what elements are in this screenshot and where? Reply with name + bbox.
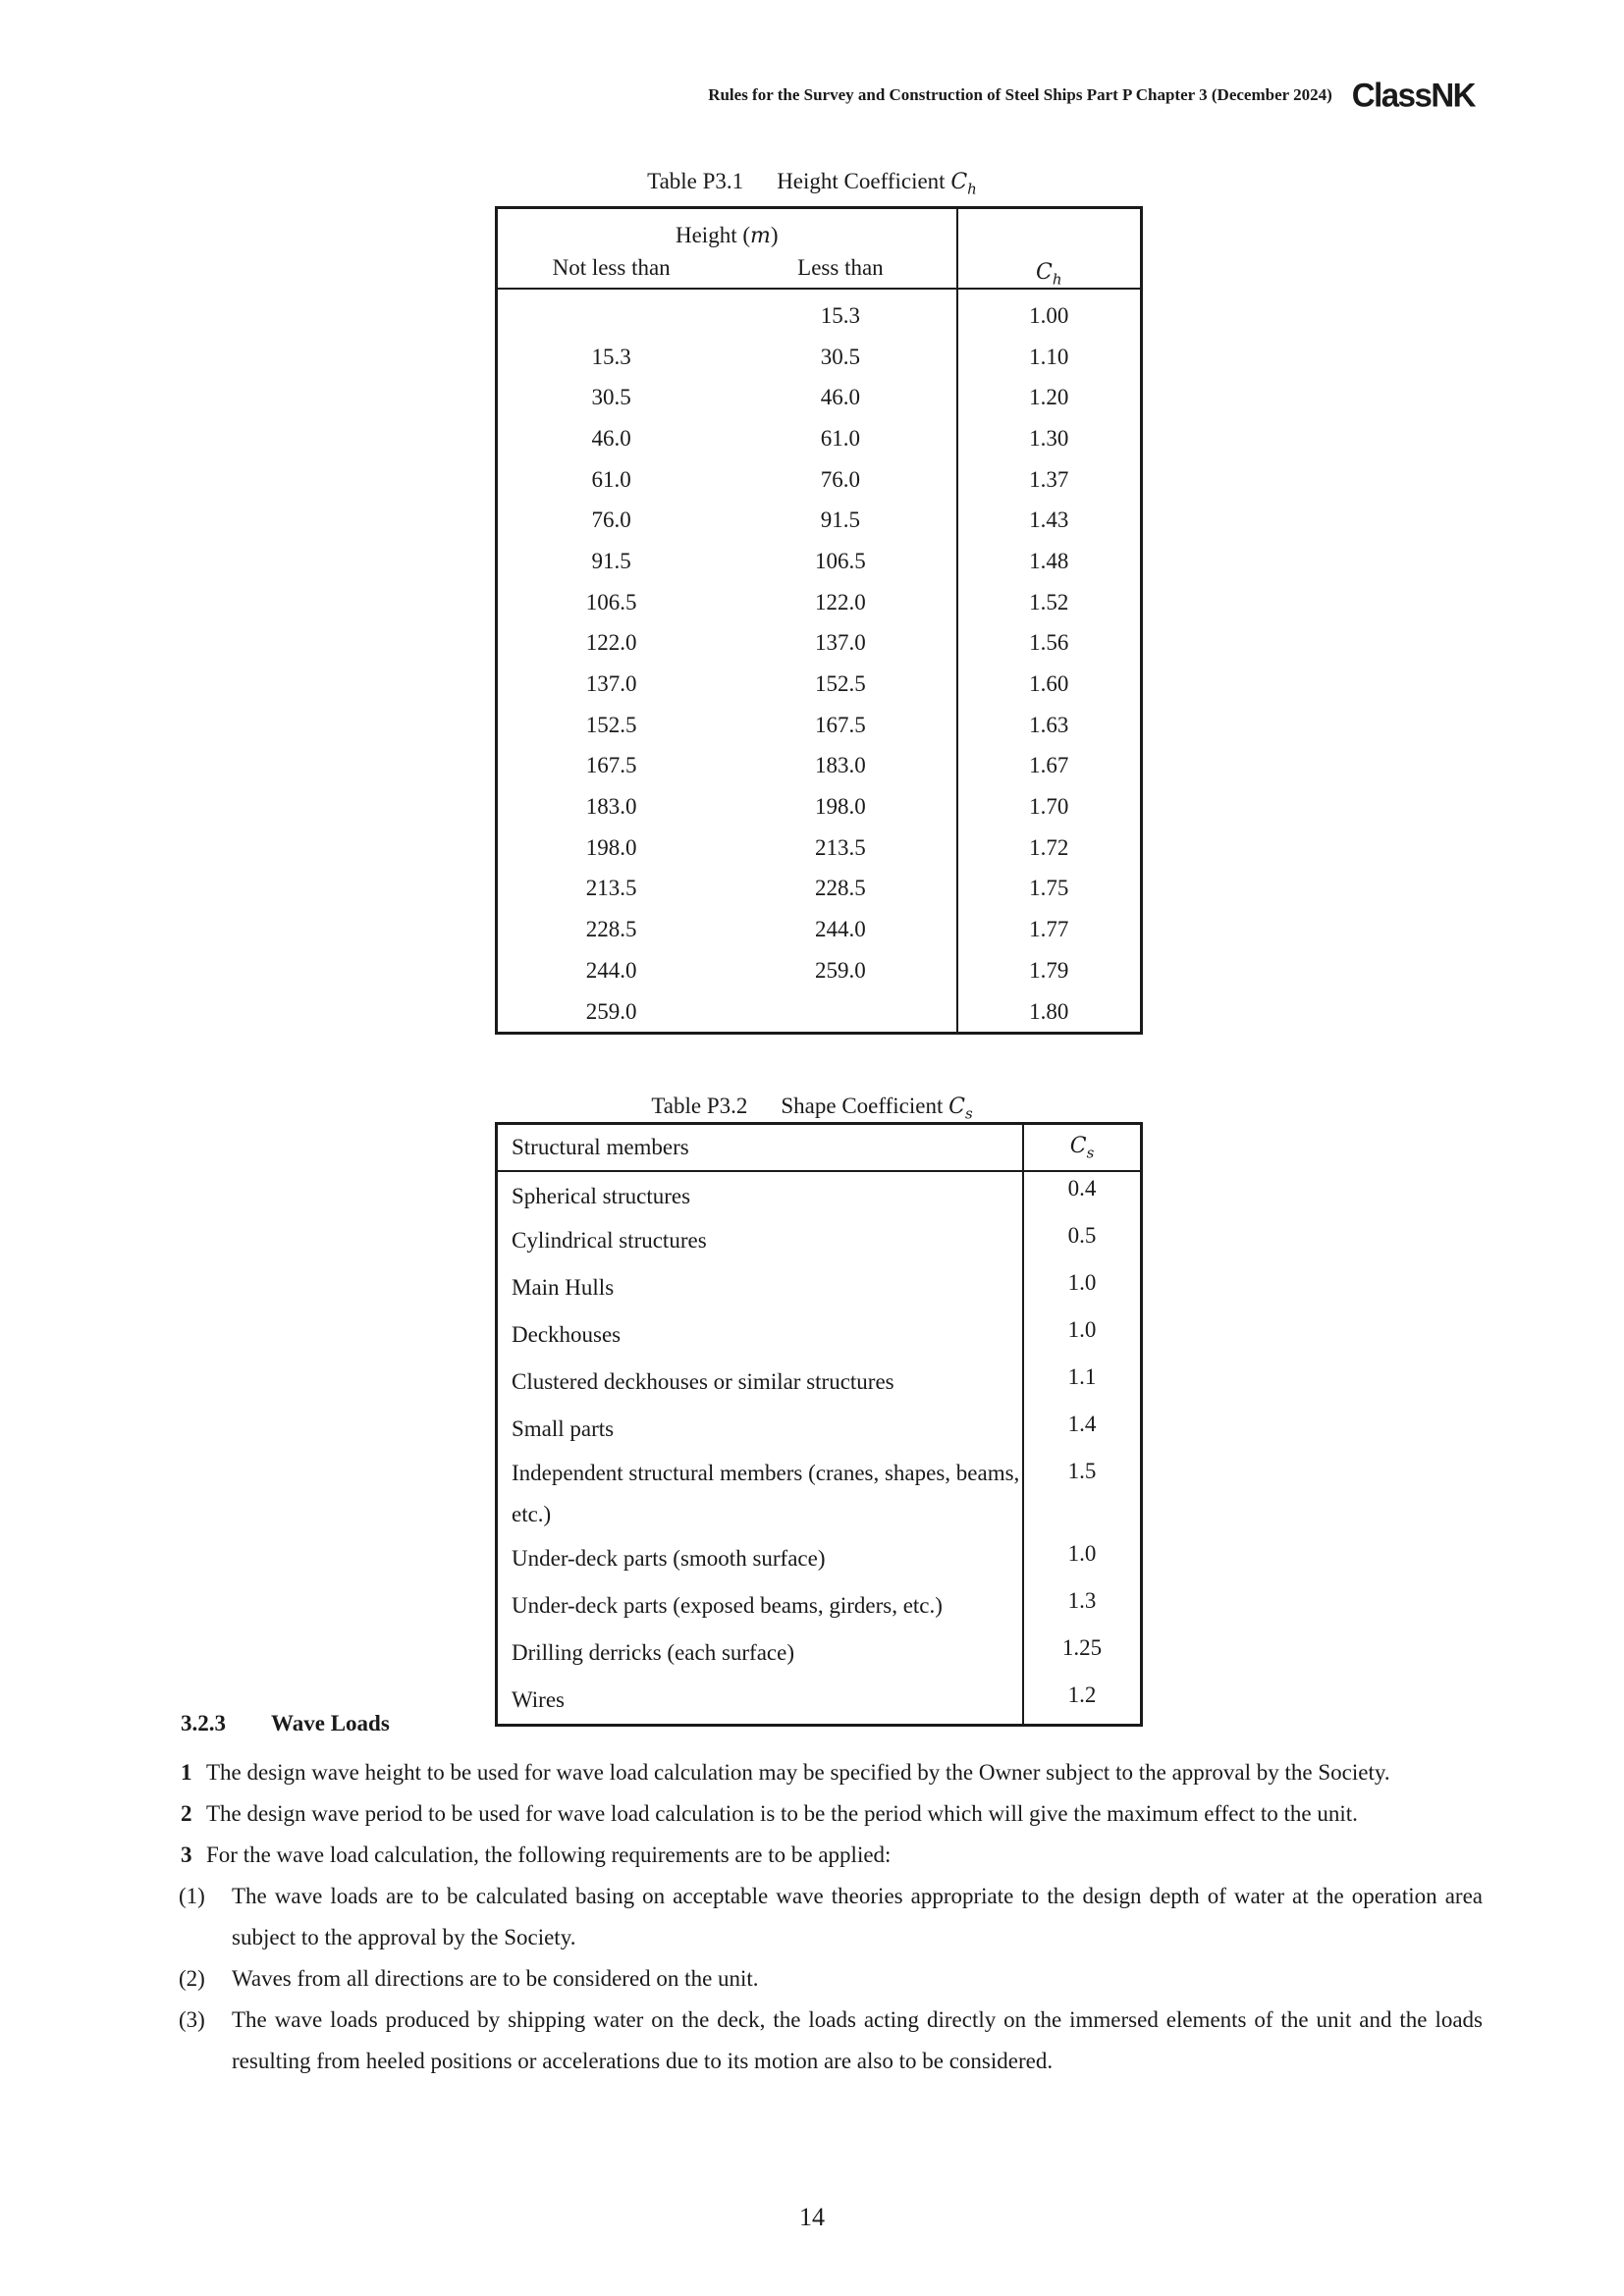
structural-member-cell: Small parts bbox=[512, 1416, 615, 1441]
table-row bbox=[497, 541, 1142, 582]
structural-member-cell: Spherical structures bbox=[512, 1184, 691, 1208]
ch-value-cell: 1.79 bbox=[957, 950, 1142, 991]
table-row bbox=[497, 418, 1142, 459]
less-than-cell: 198.0 bbox=[815, 794, 866, 820]
list-item-number: (2) bbox=[179, 1966, 205, 1991]
section-title: Wave Loads bbox=[271, 1711, 390, 1735]
less-than-cell: 61.0 bbox=[820, 425, 861, 451]
ch-value-cell: 1.77 bbox=[957, 909, 1142, 950]
table-row bbox=[497, 746, 1142, 787]
table-row bbox=[497, 1217, 1142, 1264]
table-row bbox=[497, 828, 1142, 869]
not-less-than-cell: 152.5 bbox=[585, 712, 637, 737]
ch-value-cell: 1.67 bbox=[957, 746, 1142, 787]
table1-caption-symbol: $C_h$ bbox=[950, 170, 977, 198]
not-less-than-cell: 228.5 bbox=[585, 917, 637, 942]
ch-value-cell: 1.10 bbox=[957, 337, 1142, 378]
ch-value-cell: 1.48 bbox=[957, 541, 1142, 582]
table-row bbox=[497, 1311, 1142, 1359]
not-less-than-cell bbox=[497, 289, 726, 337]
not-less-than-cell: 198.0 bbox=[585, 834, 637, 860]
height-coefficient-table bbox=[495, 206, 1143, 1035]
paragraph bbox=[157, 1752, 1483, 1793]
less-than-cell: 259.0 bbox=[815, 957, 866, 983]
section-number: 3.2.3 bbox=[181, 1711, 226, 1735]
table-row bbox=[497, 1406, 1142, 1453]
header-title: Rules for the Survey and Construction of Steel Ships Part P Chapter 3 (December 2024) bbox=[708, 85, 1332, 104]
less-than-cell: 228.5 bbox=[815, 876, 866, 901]
list-item-text: The wave loads produced by shipping water on the deck, the loads acting directly on the immersed elements of the unit and the loads resulting from heeled positions or accelerations due to its motion are also to be considered. bbox=[232, 2007, 1483, 2073]
ch-value-cell: 1.52 bbox=[957, 582, 1142, 623]
page-number: 14 bbox=[799, 2203, 825, 2231]
ch-value-cell: 1.63 bbox=[957, 705, 1142, 746]
table-row bbox=[497, 1629, 1142, 1677]
table-row bbox=[497, 909, 1142, 950]
section-heading bbox=[181, 1711, 390, 1736]
list-item-text: The wave loads are to be calculated basing on acceptable wave theories appropriate to the design depth of water at the operation area subject to the approval by the Society. bbox=[232, 1884, 1483, 1949]
not-less-than-cell: 244.0 bbox=[585, 957, 637, 983]
list-item-number: (3) bbox=[179, 2007, 205, 2032]
less-than-cell: 167.5 bbox=[815, 712, 866, 737]
less-than-cell: 183.0 bbox=[815, 753, 866, 778]
paragraph-number: 2 bbox=[181, 1801, 192, 1826]
not-less-than-cell: 122.0 bbox=[585, 630, 637, 656]
shape-coefficient-table bbox=[495, 1122, 1143, 1727]
table-row bbox=[497, 459, 1142, 501]
list-item bbox=[157, 1958, 1483, 2000]
cs-value-cell: 1.5 bbox=[1023, 1453, 1142, 1535]
paragraph-text: The design wave period to be used for wave load calculation is to be the period which will give the maximum effect to the unit. bbox=[206, 1801, 1358, 1826]
not-less-than-cell: 15.3 bbox=[591, 344, 631, 369]
structural-member-cell: Cylindrical structures bbox=[512, 1228, 707, 1253]
cs-value-cell: 1.1 bbox=[1023, 1359, 1142, 1406]
not-less-than-cell: 61.0 bbox=[591, 466, 631, 492]
ch-value-cell: 1.72 bbox=[957, 828, 1142, 869]
table-row bbox=[497, 337, 1142, 378]
not-less-than-cell: 167.5 bbox=[585, 753, 637, 778]
not-less-than-cell: 213.5 bbox=[585, 876, 637, 901]
table-row bbox=[497, 786, 1142, 828]
ch-value-cell: 1.30 bbox=[957, 418, 1142, 459]
height-group-header: Height (m) bbox=[675, 223, 779, 248]
cs-value-cell: 0.5 bbox=[1023, 1217, 1142, 1264]
less-than-cell: 244.0 bbox=[815, 917, 866, 942]
structural-member-cell: Drilling derricks (each surface) bbox=[512, 1640, 794, 1665]
table-row bbox=[497, 289, 1142, 337]
table-row bbox=[497, 664, 1142, 705]
less-than-cell: 46.0 bbox=[820, 385, 861, 410]
paragraph-number: 1 bbox=[181, 1760, 192, 1785]
cs-value-cell: 1.0 bbox=[1023, 1264, 1142, 1311]
paragraph-text: The design wave height to be used for wave load calculation may be specified by the Owner subject to the approval by the Society. bbox=[206, 1760, 1390, 1785]
not-less-than-cell: 91.5 bbox=[591, 548, 631, 573]
cs-value-cell: 1.0 bbox=[1023, 1535, 1142, 1582]
list-item bbox=[157, 1876, 1483, 1958]
structural-members-header: Structural members bbox=[497, 1124, 1024, 1172]
table-row bbox=[497, 991, 1142, 1034]
less-than-cell: 137.0 bbox=[815, 630, 866, 656]
not-less-than-cell: 183.0 bbox=[585, 794, 637, 820]
list-item bbox=[157, 2000, 1483, 2082]
less-than-cell: 91.5 bbox=[820, 507, 861, 533]
table2-caption-symbol: $C_s$ bbox=[948, 1095, 973, 1123]
table-row bbox=[497, 705, 1142, 746]
table2-caption bbox=[0, 1094, 1624, 1122]
ch-value-cell: 1.56 bbox=[957, 623, 1142, 665]
not-less-than-cell: 46.0 bbox=[591, 425, 631, 451]
not-less-than-cell: 76.0 bbox=[591, 507, 631, 533]
not-less-than-cell: 137.0 bbox=[585, 671, 637, 697]
cs-value-cell: 0.4 bbox=[1023, 1171, 1142, 1217]
table1-caption-title: Height Coefficient bbox=[777, 169, 946, 193]
structural-member-cell: Wires bbox=[512, 1687, 565, 1712]
ch-value-cell: 1.70 bbox=[957, 786, 1142, 828]
table1-caption-number: Table P3.1 bbox=[647, 169, 744, 193]
table-row bbox=[497, 1264, 1142, 1311]
table-row bbox=[497, 1677, 1142, 1726]
less-than-cell bbox=[725, 991, 956, 1034]
table-row bbox=[497, 869, 1142, 910]
structural-member-cell: Main Hulls bbox=[512, 1275, 615, 1300]
list-item-number: (1) bbox=[179, 1884, 205, 1908]
cs-value-cell: 1.4 bbox=[1023, 1406, 1142, 1453]
ch-value-cell: 1.80 bbox=[957, 991, 1142, 1034]
table-row bbox=[497, 500, 1142, 541]
list-item-text: Waves from all directions are to be considered on the unit. bbox=[232, 1966, 759, 1991]
ch-value-cell: 1.37 bbox=[957, 459, 1142, 501]
less-than-cell: 30.5 bbox=[820, 344, 861, 369]
table2-caption-title: Shape Coefficient bbox=[781, 1094, 944, 1118]
ch-value-cell: 1.00 bbox=[957, 289, 1142, 337]
paragraph bbox=[157, 1835, 1483, 1876]
table-row bbox=[497, 1582, 1142, 1629]
table-row bbox=[497, 950, 1142, 991]
less-than-cell: 152.5 bbox=[815, 671, 866, 697]
cs-header: $C_s$ bbox=[1023, 1124, 1142, 1172]
structural-member-cell: Clustered deckhouses or similar structures bbox=[512, 1369, 894, 1394]
less-than-cell: 15.3 bbox=[820, 302, 861, 328]
paragraph-number: 3 bbox=[181, 1842, 192, 1867]
table-row bbox=[497, 623, 1142, 665]
structural-member-cell: Under-deck parts (exposed beams, girders, etc.) bbox=[512, 1593, 943, 1618]
classnk-logo: ClassNK bbox=[1351, 76, 1475, 114]
cs-value-cell: 1.2 bbox=[1023, 1677, 1142, 1726]
table-row bbox=[497, 1535, 1142, 1582]
cs-value-cell: 1.3 bbox=[1023, 1582, 1142, 1629]
less-than-cell: 213.5 bbox=[815, 834, 866, 860]
cs-value-cell: 1.25 bbox=[1023, 1629, 1142, 1677]
less-than-cell: 122.0 bbox=[815, 589, 866, 614]
ch-header: $C_h$ bbox=[957, 208, 1142, 290]
page-header bbox=[708, 77, 1475, 114]
less-than-cell: 76.0 bbox=[820, 466, 861, 492]
paragraph bbox=[157, 1793, 1483, 1835]
ch-value-cell: 1.43 bbox=[957, 500, 1142, 541]
less-than-header: Less than bbox=[725, 248, 956, 289]
table-row bbox=[497, 582, 1142, 623]
ch-value-cell: 1.20 bbox=[957, 377, 1142, 418]
paragraph-text: For the wave load calculation, the following requirements are to be applied: bbox=[206, 1842, 892, 1867]
ch-value-cell: 1.75 bbox=[957, 869, 1142, 910]
structural-member-cell: Under-deck parts (smooth surface) bbox=[512, 1546, 826, 1571]
not-less-than-header: Not less than bbox=[497, 248, 726, 289]
less-than-cell: 106.5 bbox=[815, 548, 866, 573]
cs-value-cell: 1.0 bbox=[1023, 1311, 1142, 1359]
ch-value-cell: 1.60 bbox=[957, 664, 1142, 705]
not-less-than-cell: 259.0 bbox=[585, 998, 637, 1024]
section-body bbox=[157, 1752, 1483, 2082]
not-less-than-cell: 106.5 bbox=[585, 589, 637, 614]
table-row bbox=[497, 377, 1142, 418]
table2-caption-number: Table P3.2 bbox=[651, 1094, 748, 1118]
table-row bbox=[497, 1359, 1142, 1406]
table1-caption bbox=[0, 169, 1624, 197]
not-less-than-cell: 30.5 bbox=[591, 385, 631, 410]
structural-member-cell: Independent structural members (cranes, shapes, beams, etc.) bbox=[512, 1461, 1020, 1526]
table-row bbox=[497, 1171, 1142, 1217]
table-row bbox=[497, 1453, 1142, 1535]
structural-member-cell: Deckhouses bbox=[512, 1322, 622, 1347]
